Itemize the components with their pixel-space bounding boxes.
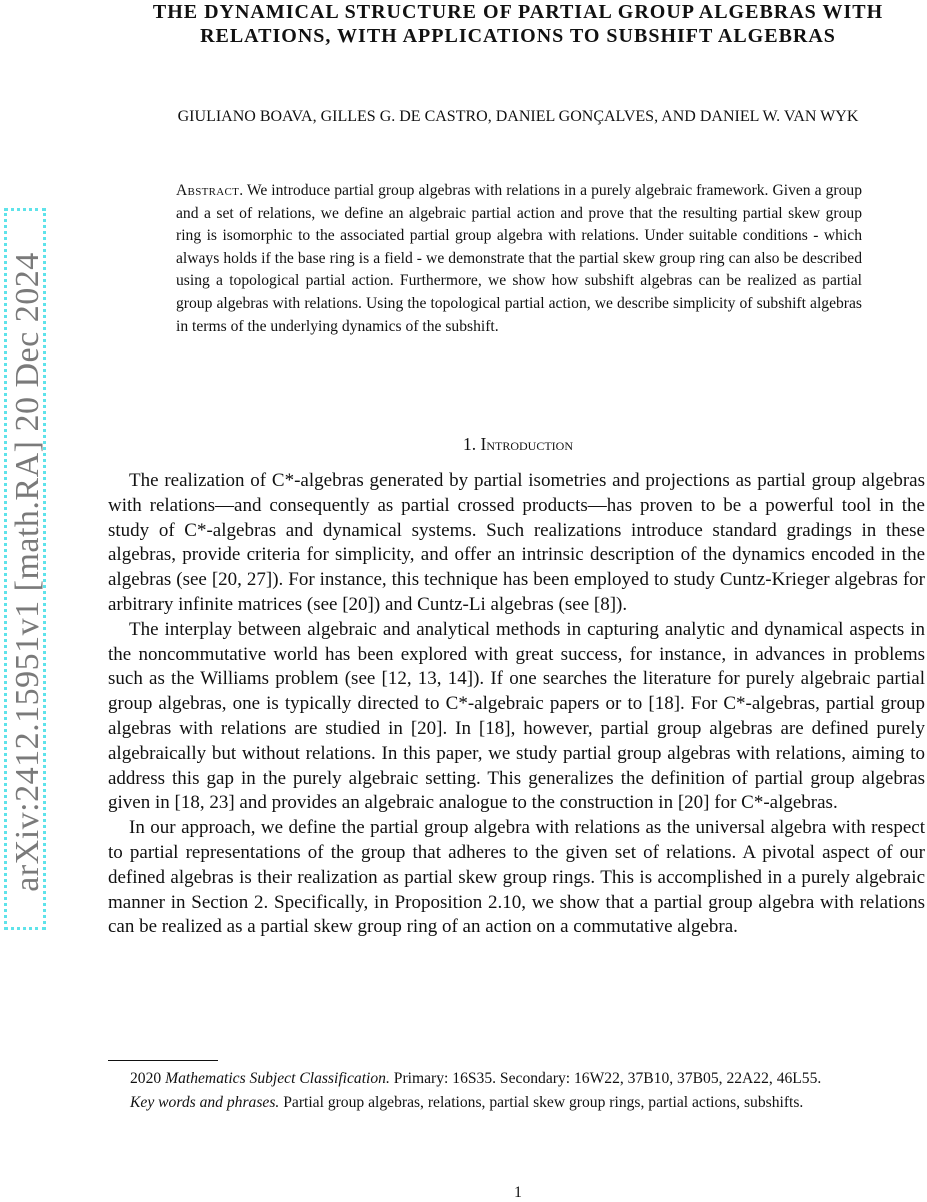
introduction-body [108, 469, 925, 940]
footnotes [108, 1068, 925, 1116]
arxiv-identifier: arXiv:2412.15951v1 [math.RA] 20 Dec 2024 [9, 252, 46, 892]
msc-label: Mathematics Subject Classification. [165, 1070, 390, 1087]
abstract-text: We introduce partial group algebras with relations in a purely algebraic framework. Given a group and a set of relations, we define an algebraic partial action and prove that the resulting partial skew group ring is isomorphic to the associated partial group algebra with relations. Under suitable conditions - which always holds if the base ring is a field - we demonstrate that the partial skew group ring can also be described using a topological partial action. Furthermore, we show how subshift algebras can be realized as partial group algebras with relations. Using the topological partial action, we describe simplicity of subshift algebras in terms of the underlying dynamics of the subshift. [176, 182, 862, 335]
arxiv-sidebar-stamp [4, 208, 46, 930]
keywords-text: Partial group algebras, relations, partial skew group rings, partial actions, subshifts. [283, 1094, 804, 1111]
section-title: Introduction [480, 434, 573, 454]
section-number: 1. [463, 434, 477, 454]
paragraph: The interplay between algebraic and analytical methods in capturing analytic and dynamical aspects in the noncommutative world has been explored with great success, for instance, in advances in problems such as the Williams problem (see [12, 13, 14]). If one searches the literature for purely algebraic partial group algebras, one is typically directed to C*-algebraic papers or to [18]. For C*-algebras, partial group algebras with relations are studied in [20]. In [18], however, partial group algebras are defined purely algebraically but without relations. In this paper, we study partial group algebras with relations, aiming to address this gap in the purely algebraic setting. This generalizes the definition of partial group algebras given in [18, 23] and provides an algebraic analogue to the construction in [20] for C*-algebras. [108, 618, 925, 814]
msc-year: 2020 [130, 1070, 162, 1087]
paragraph: The realization of C*-algebras generated by partial isometries and projections as partial group algebras with relations—and consequently as partial crossed products—has proven to be a powerful tool in the study of C*-algebras and dynamical systems. Such realizations introduce standard gradings in these algebras, provide criteria for simplicity, and offer an intrinsic description of the dynamics encoded in the algebras (see [20, 27]). For instance, this technique has been employed to study Cuntz-Krieger algebras for arbitrary infinite matrices (see [20]) and Cuntz-Li algebras (see [8]). [108, 470, 925, 615]
section-heading [108, 434, 927, 455]
keywords-footnote [108, 1092, 925, 1113]
paper-title: THE DYNAMICAL STRUCTURE OF PARTIAL GROUP ALGEBRAS WITH RELATIONS, WITH APPLICATIONS TO SUBSHIFT ALGEBRAS [152, 1, 884, 47]
paragraph: In our approach, we define the partial group algebra with relations as the universal algebra with respect to partial representations of the group that adheres to the given set of relations. A pivotal aspect of our defined algebras is their realization as partial skew group rings. This is accomplished in a purely algebraic manner in Section 2. Specifically, in Proposition 2.10, we show that a partial group algebra with relations can be realized as a partial skew group ring of an action on a commutative algebra. [108, 817, 925, 938]
msc-footnote [108, 1068, 925, 1089]
page-number: 1 [514, 1184, 522, 1201]
abstract-label: Abstract [176, 182, 240, 199]
msc-text: Primary: 16S35. Secondary: 16W22, 37B10, 37B05, 22A22, 46L55. [393, 1070, 822, 1087]
author-list: GIULIANO BOAVA, GILLES G. DE CASTRO, DANIEL GONÇALVES, AND DANIEL W. VAN WYK [177, 108, 859, 125]
keywords-label: Key words and phrases. [130, 1094, 280, 1111]
footnote-divider [108, 1060, 218, 1061]
abstract: Abstract. We introduce partial group algebras with relations in a purely algebraic framework. Given a group and a set of relations, we define an algebraic partial action and prove that the resulting partial skew group ring is isomorphic to the associated partial group algebra with relations. Under suitable conditions - which always holds if the base ring is a field - we demonstrate that the partial skew group ring can also be described using a topological partial action. Furthermore, we show how subshift algebras can be realized as partial group algebras with relations. Using the topological partial action, we describe simplicity of subshift algebras in terms of the underlying dynamics of the subshift. [176, 182, 862, 335]
